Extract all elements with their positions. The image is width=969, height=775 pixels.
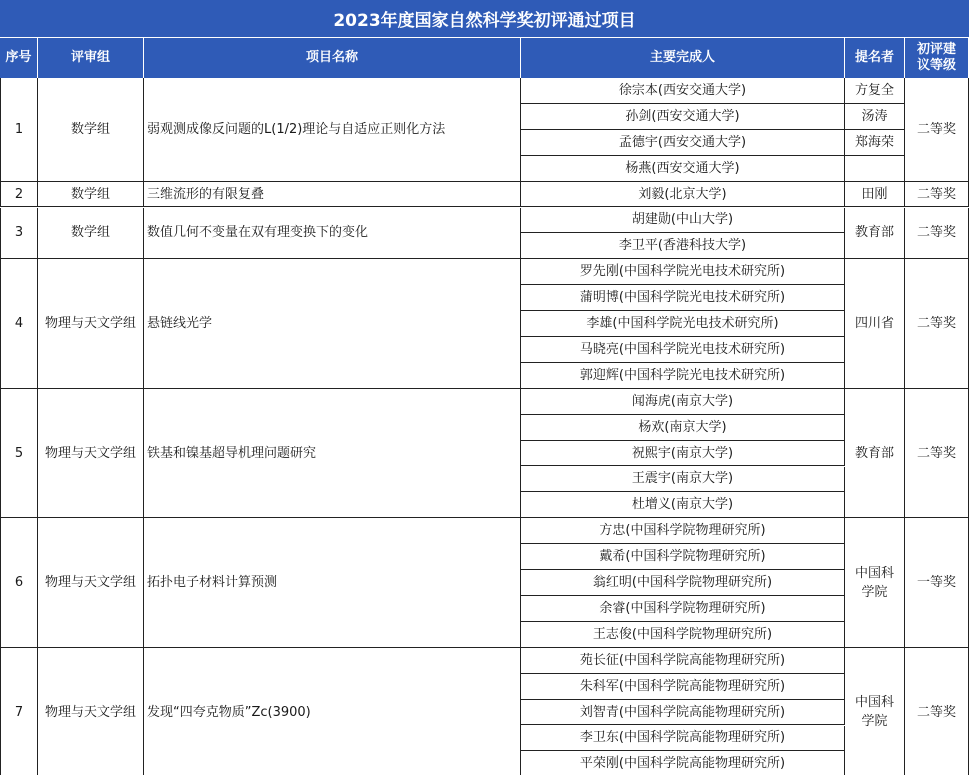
row-contributor: 苑长征(中国科学院高能物理研究所) (521, 648, 845, 674)
table-header (0, 38, 969, 78)
row-contributor: 戴希(中国科学院物理研究所) (521, 544, 845, 570)
row-contributor: 蒲明博(中国科学院光电技术研究所) (521, 285, 845, 311)
row-contributor: 余睿(中国科学院物理研究所) (521, 596, 845, 622)
row-nominator: 方复全 (845, 78, 905, 104)
row-contributor: 郭迎辉(中国科学院光电技术研究所) (521, 363, 845, 389)
row-contributor: 马晓亮(中国科学院光电技术研究所) (521, 337, 845, 363)
row-serial: 2 (0, 182, 38, 208)
row-project-name: 铁基和镍基超导机理问题研究 (144, 389, 521, 519)
row-grade: 一等奖 (905, 518, 969, 648)
row-contributor: 方忠(中国科学院物理研究所) (521, 518, 845, 544)
row-grade: 二等奖 (905, 259, 969, 389)
row-contributor: 王志俊(中国科学院物理研究所) (521, 622, 845, 648)
row-project-name: 拓扑电子材料计算预测 (144, 518, 521, 648)
row-review-group: 数学组 (38, 208, 144, 260)
row-project-name: 悬链线光学 (144, 259, 521, 389)
row-project-name: 弱观测成像反问题的L(1/2)理论与自适应正则化方法 (144, 78, 521, 182)
row-project-name: 发现“四夸克物质”Zc(3900) (144, 648, 521, 775)
row-contributor: 徐宗本(西安交通大学) (521, 78, 845, 104)
row-review-group: 物理与天文学组 (38, 259, 144, 389)
header-nominator: 提名者 (845, 38, 905, 78)
header-serial: 序号 (0, 38, 38, 78)
row-nominator: 郑海荣 (845, 130, 905, 156)
row-contributor: 胡建勋(中山大学) (521, 208, 845, 234)
row-nominator: 教育部 (845, 208, 905, 260)
row-contributor: 刘毅(北京大学) (521, 182, 845, 208)
row-contributor: 刘智青(中国科学院高能物理研究所) (521, 700, 845, 726)
row-serial: 3 (0, 208, 38, 260)
row-contributor: 杨欢(南京大学) (521, 415, 845, 441)
row-review-group: 物理与天文学组 (38, 389, 144, 519)
row-grade: 二等奖 (905, 208, 969, 260)
header-project-name: 项目名称 (144, 38, 521, 78)
row-nominator: 四川省 (845, 259, 905, 389)
row-contributor: 王震宇(南京大学) (521, 467, 845, 493)
row-review-group: 数学组 (38, 78, 144, 182)
row-contributor: 孙剑(西安交通大学) (521, 104, 845, 130)
row-grade: 二等奖 (905, 389, 969, 519)
row-review-group: 物理与天文学组 (38, 648, 144, 775)
row-contributor: 杜增义(南京大学) (521, 492, 845, 518)
row-contributor: 李卫平(香港科技大学) (521, 233, 845, 259)
row-contributor: 祝熙宇(南京大学) (521, 441, 845, 467)
row-contributor: 孟德宇(西安交通大学) (521, 130, 845, 156)
awards-table-body (0, 78, 969, 775)
row-review-group: 物理与天文学组 (38, 518, 144, 648)
row-contributor: 闻海虎(南京大学) (521, 389, 845, 415)
row-nominator (845, 156, 905, 182)
header-review-group: 评审组 (38, 38, 144, 78)
row-contributor: 李雄(中国科学院光电技术研究所) (521, 311, 845, 337)
row-serial: 7 (0, 648, 38, 775)
row-contributor: 翁红明(中国科学院物理研究所) (521, 570, 845, 596)
row-nominator: 汤涛 (845, 104, 905, 130)
row-grade: 二等奖 (905, 78, 969, 182)
row-contributor: 平荣刚(中国科学院高能物理研究所) (521, 751, 845, 775)
row-nominator: 中国科学院 (845, 518, 905, 648)
row-serial: 1 (0, 78, 38, 182)
header-main-contributors: 主要完成人 (521, 38, 845, 78)
row-serial: 5 (0, 389, 38, 519)
row-grade: 二等奖 (905, 182, 969, 208)
header-grade: 初评建议等级 (905, 38, 969, 78)
row-nominator: 田刚 (845, 182, 905, 208)
row-serial: 4 (0, 259, 38, 389)
row-nominator: 中国科学院 (845, 648, 905, 775)
row-review-group: 数学组 (38, 182, 144, 208)
row-grade: 二等奖 (905, 648, 969, 775)
table-title: 2023年度国家自然科学奖初评通过项目 (0, 0, 969, 38)
row-project-name: 三维流形的有限复叠 (144, 182, 521, 208)
row-serial: 6 (0, 518, 38, 648)
row-project-name: 数值几何不变量在双有理变换下的变化 (144, 208, 521, 260)
row-nominator: 教育部 (845, 389, 905, 519)
row-contributor: 李卫东(中国科学院高能物理研究所) (521, 726, 845, 752)
row-contributor: 杨燕(西安交通大学) (521, 156, 845, 182)
row-contributor: 罗先刚(中国科学院光电技术研究所) (521, 259, 845, 285)
row-contributor: 朱科军(中国科学院高能物理研究所) (521, 674, 845, 700)
